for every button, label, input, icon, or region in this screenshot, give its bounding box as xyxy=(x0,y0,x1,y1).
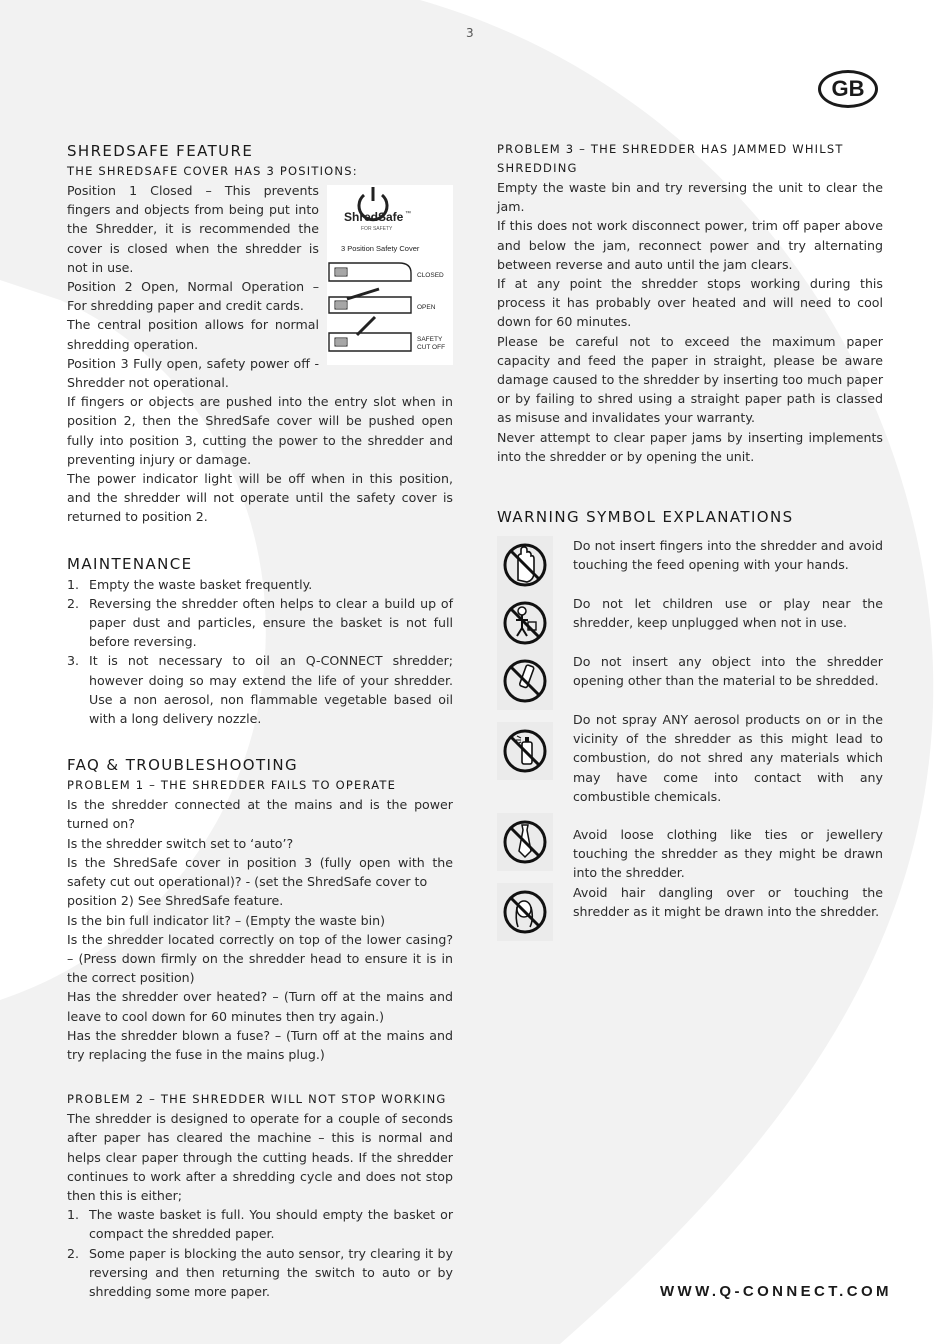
closed-cover-diagram xyxy=(329,263,411,281)
list-item: 2. Some paper is blocking the auto sensor, try clearing it by reversing and then returning the switch to auto or by shredding some more paper. xyxy=(67,1245,453,1299)
no-tie-icon xyxy=(497,813,553,871)
shredsafe-logo-text: ShredSafe xyxy=(344,210,404,224)
shredsafe-logo-tm: ™ xyxy=(405,211,411,217)
warning-text: Do not insert any object into the shredder opening other than the material to be shredded. xyxy=(573,654,883,689)
no-hair-icon xyxy=(497,883,553,941)
maintenance-list xyxy=(67,575,453,729)
shredsafe-logo-sub: FOR SAFETY xyxy=(361,226,393,232)
no-objects-icon xyxy=(497,652,553,710)
maintenance-heading: MAINTENANCE xyxy=(67,554,193,573)
problem2-intro: The shredder is designed to operate for a couple of seconds after paper has cleared the machine – this is normal and helps clear paper through the cutting heads. If the shredder continues to work after a shredding cycle and does not stop then this is either; xyxy=(67,1111,453,1203)
warning-text: Do not insert fingers into the shredder and avoid touching the feed opening with your hands. xyxy=(573,538,883,573)
problem1-line: Is the shredder switch set to ‘auto’? xyxy=(67,835,294,851)
shredsafe-position-3: Position 3 Fully open, safety power off - Shredder not operational. xyxy=(67,355,319,391)
problem3-line: Please be careful not to exceed the maximum paper capacity and feed the paper in straight, please be aware damage caused to the shredder by inserting too much paper or by failing to shred using a straight paper path is classed as misuse and invalidates your warranty. xyxy=(497,333,883,426)
problem1-line: Is the ShredSafe cover in position 3 (fully open with the safety cut out operational)? - (set the ShredSafe cover to xyxy=(67,854,453,890)
open-label: OPEN xyxy=(417,304,436,311)
warning-row xyxy=(497,883,883,941)
problem3-line: If this does not work disconnect power, trim off paper above and below the jam, reconnect power and try alternating between reverse and auto until the jam clears. xyxy=(497,218,883,272)
warning-text: Avoid loose clothing like ties or jewellery touching the shredder as they might be drawn into the shredder. xyxy=(573,827,883,881)
shredsafe-caption: 3 Position Safety Cover xyxy=(341,244,420,253)
shredsafe-position-2: Position 2 Open, Normal Operation – For shredding paper and credit cards. xyxy=(67,279,319,314)
warning-text: Avoid hair dangling over or touching the shredder as it might be drawn into the shredder. xyxy=(573,884,883,919)
list-item: 3. It is not necessary to oil an Q-CONNECT shredder; however doing so may extend the life of your shredder. Use a non aerosol, non flammable vegetable based oil with a long delivery nozzle. xyxy=(67,653,453,727)
list-item: 2. Reversing the shredder often helps to clear a build up of paper dust and particles, ensure the basket is not full before reversing. xyxy=(67,595,453,650)
problem1-heading: PROBLEM 1 – THE SHREDDER FAILS TO OPERATE xyxy=(67,778,397,793)
shredsafe-fingers: If fingers or objects are pushed into the entry slot when in position 2, then the ShredSafe cover will be pushed open fully into position 3, cutting the power to the shredder and preventing injury or damage. xyxy=(67,394,453,467)
right-column xyxy=(497,140,883,941)
shredsafe-figure xyxy=(327,185,453,365)
problem3-line: If at any point the shredder stops working during this process it has probably over heated and will need to cool down for 60 minutes. xyxy=(497,276,883,330)
no-hands-icon xyxy=(497,536,553,594)
footer-url[interactable]: WWW.Q-CONNECT.COM xyxy=(660,1283,892,1300)
problem1-line: Is the shredder connected at the mains and is the power turned on? xyxy=(67,797,453,832)
no-children-icon xyxy=(497,594,553,652)
problem1-line: position 2) See ShredSafe feature. xyxy=(67,893,284,909)
problem1-line: Has the shredder over heated? – (Turn off at the mains and leave to cool down for 60 minutes then try again.) xyxy=(67,989,453,1024)
problem2-list xyxy=(67,1205,453,1301)
warning-row xyxy=(497,594,883,652)
safety-label: SAFETY xyxy=(417,336,443,343)
problem1-line: Is the shredder located correctly on top of the lower casing? – (Press down firmly on the shredder head to ensure it is in the correct position) xyxy=(67,931,453,986)
warning-text: Do not let children use or play near the shredder, keep unplugged when not in use. xyxy=(573,596,883,631)
problem2-heading: PROBLEM 2 – THE SHREDDER WILL NOT STOP WORKING xyxy=(67,1092,447,1107)
list-item: 1. The waste basket is full. You should empty the basket or compact the shredded paper. xyxy=(67,1207,453,1242)
warnings-heading: WARNING SYMBOL EXPLANATIONS xyxy=(497,508,794,527)
cut-off-label: CUT OFF xyxy=(417,344,446,351)
language-badge: GB xyxy=(818,70,878,108)
problem3-line: Empty the waste bin and try reversing the unit to clear the jam. xyxy=(497,180,883,215)
faq-heading: FAQ & TROUBLESHOOTING xyxy=(67,756,299,775)
no-aerosol-icon xyxy=(497,722,553,780)
shredsafe-power-light: The power indicator light will be off when in this position, and the shredder will not operate until the safety cover is returned to position 2. xyxy=(67,471,453,525)
shredsafe-subheading: THE SHREDSAFE COVER HAS 3 POSITIONS: xyxy=(67,164,358,178)
page-number: 3 xyxy=(466,26,474,40)
closed-label: CLOSED xyxy=(417,272,444,279)
shredsafe-central: The central position allows for normal shredding operation. xyxy=(67,317,319,352)
left-column xyxy=(67,140,453,1301)
shredsafe-heading: SHREDSAFE FEATURE xyxy=(67,142,254,160)
problem1-line: Has the shredder blown a fuse? – (Turn off at the mains and try replacing the fuse in the mains plug.) xyxy=(67,1027,453,1062)
warning-row xyxy=(497,536,883,594)
problem3-heading: PROBLEM 3 – THE SHREDDER HAS JAMMED WHILST SHREDDING xyxy=(497,142,844,175)
problem3-line: Never attempt to clear paper jams by inserting implements into the shredder or by opening the unit. xyxy=(497,429,883,464)
list-item: 1. Empty the waste basket frequently. xyxy=(67,576,313,592)
problem1-line: Is the bin full indicator lit? – (Empty the waste bin) xyxy=(67,912,386,928)
warning-row xyxy=(497,652,883,710)
shredsafe-position-1: Position 1 Closed – This prevents fingers and objects from being put into the Shredder, it is recommended the cover is closed when the shredder is not in use. xyxy=(67,183,319,275)
warning-text: Do not spray ANY aerosol products on or in the vicinity of the shredder as this might lead to combustion, do not shred any materials which may have come into contact with any combustible chemicals. xyxy=(573,712,883,804)
warning-row xyxy=(497,710,883,806)
warning-row xyxy=(497,825,883,883)
